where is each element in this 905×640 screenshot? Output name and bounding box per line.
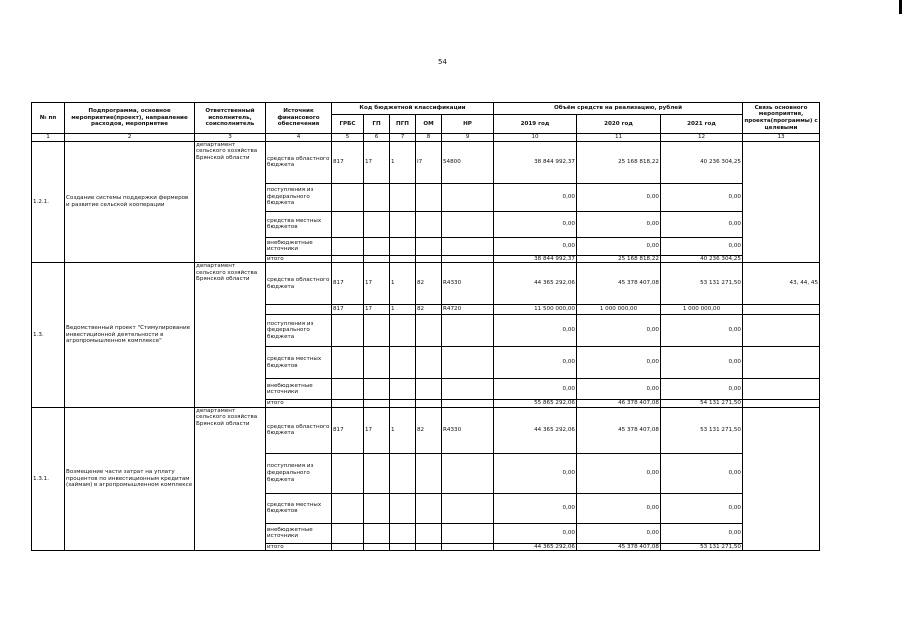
value-2020: 1 000 000,00	[577, 305, 661, 315]
value-2019: 0,00	[494, 315, 577, 347]
total-2020: 45 378 407,08	[577, 543, 661, 551]
source-extra: внебюджетные источники	[266, 237, 332, 255]
header-2019: 2019 год	[494, 115, 577, 134]
value-2019: 0,00	[494, 211, 577, 237]
source-total: итого	[266, 400, 332, 408]
col-num: 4	[266, 134, 332, 142]
col-num: 11	[577, 134, 661, 142]
col-num: 3	[195, 134, 266, 142]
item-executor: департамент сельского хозяйства Брянской области	[195, 263, 266, 408]
value-2021: 53 131 271,50	[661, 263, 743, 305]
value-2019: 0,00	[494, 347, 577, 379]
col-num: 1	[32, 134, 65, 142]
code-om: 82	[416, 263, 442, 305]
source-local: средства местных бюджетов	[266, 211, 332, 237]
total-2021: 53 131 271,50	[661, 543, 743, 551]
value-2019: 0,00	[494, 493, 577, 523]
total-2019: 44 365 292,06	[494, 543, 577, 551]
source-local: средства местных бюджетов	[266, 347, 332, 379]
value-2020: 0,00	[577, 183, 661, 211]
value-2019: 11 500 000,00	[494, 305, 577, 315]
item-name: Возмещение части затрат на уплату процентов по инвестиционным кредитам (займам) в агропромышленном комплексе	[65, 407, 195, 551]
value-2020: 0,00	[577, 315, 661, 347]
item-name: Ведомственный проект "Стимулирование инвестиционной деятельности в агропромышленном комплексе"	[65, 263, 195, 408]
budget-table	[31, 102, 820, 551]
header-gp: ГП	[364, 115, 390, 134]
column-number-row	[32, 134, 820, 142]
total-2021: 54 131 271,50	[661, 400, 743, 408]
col-num: 10	[494, 134, 577, 142]
header-om: ОМ	[416, 115, 442, 134]
col-num: 9	[442, 134, 494, 142]
code-gp: 17	[364, 305, 390, 315]
header-nr: НР	[442, 115, 494, 134]
total-2020: 46 378 407,08	[577, 400, 661, 408]
item-number: 1.2.1.	[32, 141, 65, 263]
value-2021: 0,00	[661, 347, 743, 379]
item-name: Создание системы поддержки фермеров и развитие сельской кооперации	[65, 141, 195, 263]
col-num: 5	[332, 134, 364, 142]
value-2020: 0,00	[577, 237, 661, 255]
table-row	[32, 407, 820, 453]
page-number: 54	[438, 58, 447, 66]
value-2020: 45 378 407,08	[577, 407, 661, 453]
code-grbs: 817	[332, 407, 364, 453]
value-2021: 53 131 271,50	[661, 407, 743, 453]
value-2021: 0,00	[661, 237, 743, 255]
code-om: 82	[416, 407, 442, 453]
item-number: 1.3.1.	[32, 407, 65, 551]
value-2021: 0,00	[661, 315, 743, 347]
code-nr: R4330	[442, 407, 494, 453]
header-volume: Объём средств на реализацию, рублей	[494, 103, 743, 115]
source-regional: средства областного бюджета	[266, 407, 332, 453]
code-nr: R4720	[442, 305, 494, 315]
col-num: 12	[661, 134, 743, 142]
value-2021: 0,00	[661, 183, 743, 211]
link-cell	[743, 141, 820, 263]
source-total: итого	[266, 543, 332, 551]
source-regional: средства областного бюджета	[266, 263, 332, 305]
value-2019: 44 365 292,06	[494, 407, 577, 453]
value-2020: 25 168 818,22	[577, 141, 661, 183]
col-num: 13	[743, 134, 820, 142]
value-2019: 38 844 992,37	[494, 141, 577, 183]
link-cell	[743, 407, 820, 551]
code-pgp: 1	[390, 407, 416, 453]
header-link: Связь основного мероприятия, проекта(программы) с целевыми	[743, 103, 820, 134]
code-grbs: 817	[332, 141, 364, 183]
header-2020: 2020 год	[577, 115, 661, 134]
source-extra: внебюджетные источники	[266, 379, 332, 400]
header-2021: 2021 год	[661, 115, 743, 134]
code-om: I7	[416, 141, 442, 183]
header-grbs: ГРБС	[332, 115, 364, 134]
code-gp: 17	[364, 141, 390, 183]
value-2020: 0,00	[577, 379, 661, 400]
header-executor: Ответственный исполнитель, соисполнитель	[195, 103, 266, 134]
code-nr: 54800	[442, 141, 494, 183]
col-num: 2	[65, 134, 195, 142]
code-pgp: 1	[390, 305, 416, 315]
header-program: Подпрограмма, основное мероприятие(проект), направление расходов, мероприятие	[65, 103, 195, 134]
code-gp: 17	[364, 263, 390, 305]
value-2020: 45 378 407,08	[577, 263, 661, 305]
value-2020: 0,00	[577, 347, 661, 379]
code-pgp: 1	[390, 263, 416, 305]
value-2019: 44 365 292,06	[494, 263, 577, 305]
source-total: итого	[266, 255, 332, 263]
col-num: 8	[416, 134, 442, 142]
code-grbs: 817	[332, 305, 364, 315]
header-source: Источник финансового обеспечения	[266, 103, 332, 134]
total-2021: 40 236 304,25	[661, 255, 743, 263]
source-regional: средства областного бюджета	[266, 141, 332, 183]
value-2020: 0,00	[577, 211, 661, 237]
header-no: № пп	[32, 103, 65, 134]
code-grbs: 817	[332, 263, 364, 305]
code-om: 82	[416, 305, 442, 315]
total-2019: 38 844 992,37	[494, 255, 577, 263]
source-federal: поступления из федерального бюджета	[266, 315, 332, 347]
item-number: 1.3.	[32, 263, 65, 408]
value-2019: 0,00	[494, 237, 577, 255]
table-row	[32, 263, 820, 305]
value-2019: 0,00	[494, 453, 577, 493]
code-nr: R4330	[442, 263, 494, 305]
source-federal: поступления из федерального бюджета	[266, 183, 332, 211]
header-budget-code: Код бюджетной классификации	[332, 103, 494, 115]
code-pgp: 1	[390, 141, 416, 183]
value-2020: 0,00	[577, 493, 661, 523]
value-2020: 0,00	[577, 523, 661, 543]
value-2021: 40 236 304,25	[661, 141, 743, 183]
link-targets: 43, 44, 45	[743, 263, 820, 305]
source-federal: поступления из федерального бюджета	[266, 453, 332, 493]
value-2021: 0,00	[661, 523, 743, 543]
edge-mark	[899, 0, 902, 14]
value-2021: 1 000 000,00	[661, 305, 743, 315]
header-pgp: ПГП	[390, 115, 416, 134]
code-gp: 17	[364, 407, 390, 453]
value-2019: 0,00	[494, 523, 577, 543]
col-num: 6	[364, 134, 390, 142]
value-2020: 0,00	[577, 453, 661, 493]
value-2021: 0,00	[661, 453, 743, 493]
item-executor: департамент сельского хозяйства Брянской области	[195, 407, 266, 551]
value-2021: 0,00	[661, 211, 743, 237]
col-num: 7	[390, 134, 416, 142]
value-2019: 0,00	[494, 183, 577, 211]
value-2019: 0,00	[494, 379, 577, 400]
value-2021: 0,00	[661, 493, 743, 523]
source-extra: внебюджетные источники	[266, 523, 332, 543]
total-2019: 55 865 292,06	[494, 400, 577, 408]
item-executor: департамент сельского хозяйства Брянской области	[195, 141, 266, 263]
source-local: средства местных бюджетов	[266, 493, 332, 523]
total-2020: 25 168 818,22	[577, 255, 661, 263]
table-row	[32, 141, 820, 183]
value-2021: 0,00	[661, 379, 743, 400]
